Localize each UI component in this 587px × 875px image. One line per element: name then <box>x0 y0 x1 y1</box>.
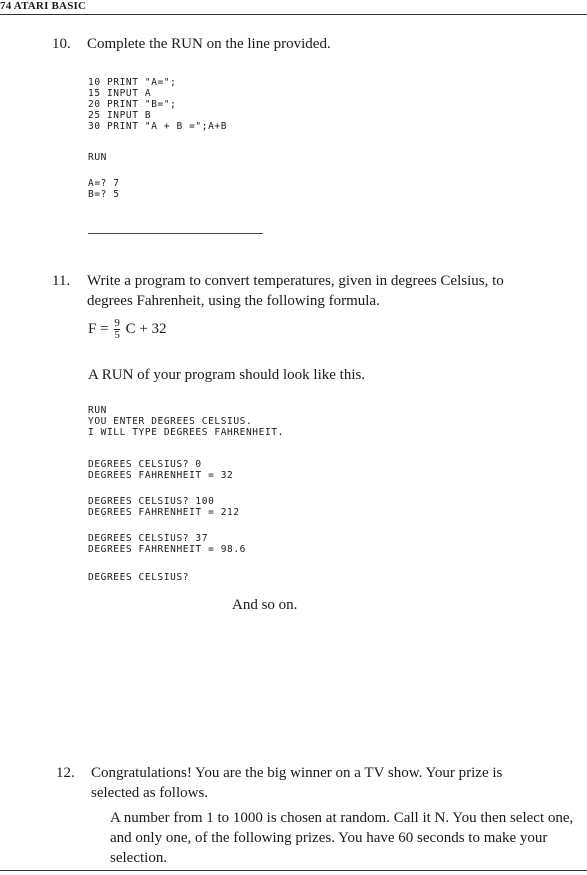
and-so-on: And so on. <box>232 597 298 613</box>
formula-numerator: 9 <box>114 317 120 329</box>
header-rule <box>0 14 587 15</box>
question-10-prompt: Complete the RUN on the line provided. <box>87 36 331 52</box>
footer-rule <box>0 870 587 871</box>
question-number-11: 11. <box>52 273 71 289</box>
page-header: 74 ATARI BASIC <box>0 0 87 12</box>
formula-left: F = <box>88 320 109 337</box>
question-11-prompt: Write a program to convert temperatures, given in degrees Celsius, to degrees Fahrenheit, using the following formula. <box>87 273 504 309</box>
question-number-10: 10. <box>52 36 71 52</box>
sample-run-block: DEGREES CELSIUS? 0 DEGREES FAHRENHEIT = 32 <box>88 459 234 481</box>
formula-fraction <box>114 318 120 341</box>
question-10-run-output: A=? 7 B=? 5 <box>88 178 120 200</box>
question-number-12: 12. <box>56 765 75 781</box>
question-12-prompt: Congratulations! You are the big winner on a TV show. Your prize is selected as follows. <box>91 765 503 801</box>
question-10-run-label: RUN <box>88 152 107 163</box>
sample-run-prompt: DEGREES CELSIUS? <box>88 572 190 583</box>
answer-line <box>88 233 263 234</box>
question-11-run-intro: A RUN of your program should look like this. <box>88 367 366 383</box>
question-12-paragraph: A number from 1 to 1000 is chosen at random. Call it N. You then select one, and only one, of the following prizes. You have 60 seconds to make your selection. <box>110 810 574 866</box>
temperature-formula <box>88 318 167 341</box>
question-10-program: 10 PRINT "A="; 15 INPUT A 20 PRINT "B="; 25 INPUT B 30 PRINT "A + B =";A+B <box>88 77 228 132</box>
sample-run-block: DEGREES CELSIUS? 37 DEGREES FAHRENHEIT = 98.6 <box>88 533 246 555</box>
formula-right: C + 32 <box>125 320 167 337</box>
formula-denominator: 5 <box>114 329 120 341</box>
sample-run-intro: RUN YOU ENTER DEGREES CELSIUS. I WILL TYPE DEGREES FAHRENHEIT. <box>88 405 284 438</box>
sample-run-block: DEGREES CELSIUS? 100 DEGREES FAHRENHEIT = 212 <box>88 496 240 518</box>
